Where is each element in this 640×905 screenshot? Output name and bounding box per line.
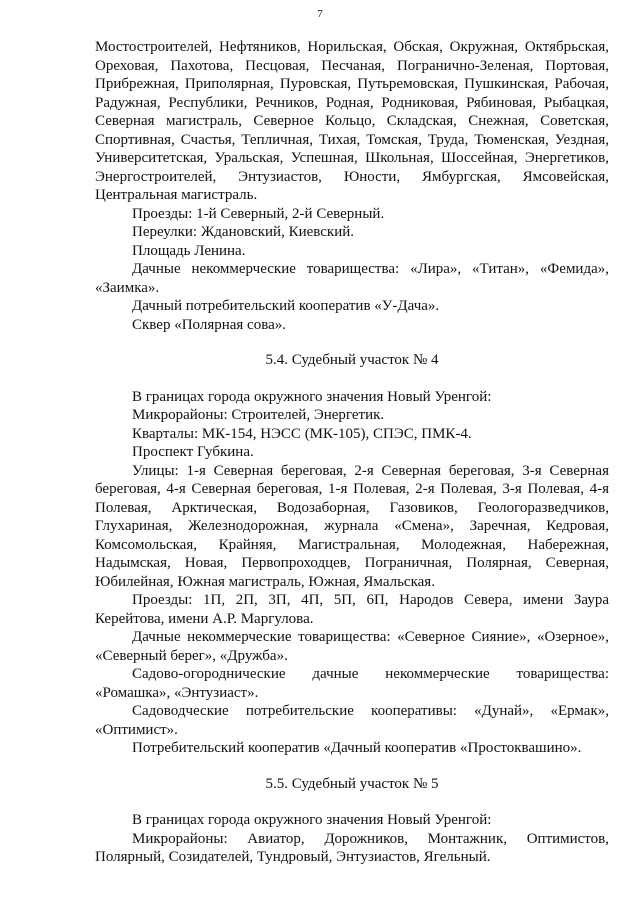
section-heading-5-5: 5.5. Судебный участок № 5	[265, 775, 439, 792]
document-body	[95, 38, 609, 867]
city-bounds-paragraph: В границах города окружного значения Новый Уренгой:	[132, 388, 492, 405]
avenue-paragraph: Проспект Губкина.	[132, 444, 254, 460]
dacha-cooperative-paragraph: Дачный потребительский кооператив «У-Дача».	[132, 298, 440, 314]
consumer-cooperative-paragraph: Потребительский кооператив «Дачный кооператив «Простоквашино».	[132, 740, 582, 756]
square-paragraph: Площадь Ленина.	[132, 242, 246, 259]
page-number: 7	[317, 8, 323, 20]
microdistricts-paragraph: Микрорайоны: Строителей, Энергетик.	[132, 407, 385, 423]
garden-partnerships-paragraph: Садово-огороднические дачные некоммерческие товарищества: «Ромашка», «Энтузиаст».	[95, 666, 609, 701]
microdistricts-paragraph: Микрорайоны: Авиатор, Дорожников, Монтажник, Оптимистов, Полярный, Созидателей, Тундровый, Энтузиастов, Ягельный.	[95, 830, 609, 865]
streets-paragraph: Улицы: 1-я Северная береговая, 2-я Северная береговая, 3-я Северная береговая, 4-я Северная береговая, 1-я Полевая, 2-я Полевая, 3-я Полевая, 4-я Полевая, Арктическая, Водозаборная, Газовиков, Геологоразведчиков, Глухариная, Железнодорожная, журнала «Смена», Заречная, Кедровая, Комсомольская, Крайняя, Магистральная, Молодежная, Набережная, Надымская, Новая, Первопроходцев, Пограничная, Полярная, Северная, Юбилейная, Южная магистраль, Южная, Ямальская.	[95, 462, 609, 590]
blocks-paragraph: Кварталы: МК-154, НЭСС (МК-105), СПЭС, ПМК-4.	[132, 425, 472, 442]
garden-cooperatives-paragraph: Садоводческие потребительские кооперативы: «Дунай», «Ермак», «Оптимист».	[95, 703, 609, 738]
lanes-paragraph: Переулки: Ждановский, Киевский.	[132, 224, 355, 240]
dacha-partnerships-paragraph: Дачные некоммерческие товарищества: «Северное Сияние», «Озерное», «Северный берег», «Дружба».	[95, 629, 609, 664]
park-paragraph: Сквер «Полярная сова».	[132, 316, 286, 333]
dacha-partnerships-paragraph: Дачные некоммерческие товарищества: «Лира», «Титан», «Фемида», «Заимка».	[95, 261, 609, 296]
passages-paragraph: Проезды: 1-й Северный, 2-й Северный.	[132, 205, 385, 222]
streets-list-continued: Мостостроителей, Нефтяников, Норильская, Обская, Окружная, Октябрьская, Ореховая, Пахотова, Песцовая, Песчаная, Погранично-Зеленая, Портовая, Прибрежная, Приполярная, Пуровская, Путьремовская, Пушкинская, Рабочая, Радужная, Республики, Речников, Родная, Родниковая, Рябиновая, Рыбацкая, Северная магистраль, Северное Кольцо, Складская, Снежная, Советская, Спортивная, Счастья, Тепличная, Тихая, Томская, Труда, Тюменская, Уездная, Университетская, Уральская, Успешная, Школьная, Шоссейная, Энергетиков, Энергостроителей, Энтузиастов, Юности, Ямбургская, Ямсовейская, Центральная магистраль.	[95, 39, 609, 203]
section-heading-5-4: 5.4. Судебный участок № 4	[265, 352, 439, 368]
passages-paragraph: Проезды: 1П, 2П, 3П, 4П, 5П, 6П, Народов Севера, имени Заура Керейтова, имени А.Р. Маргулова.	[95, 592, 609, 627]
city-bounds-paragraph: В границах города окружного значения Новый Уренгой:	[132, 812, 492, 828]
